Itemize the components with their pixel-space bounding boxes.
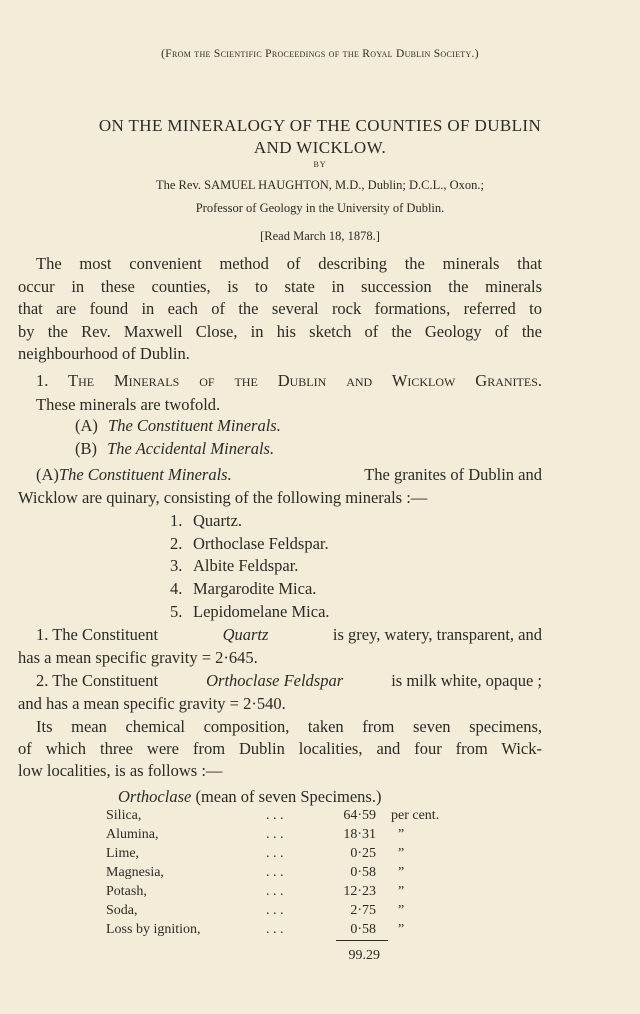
list-a-label: (A) [75, 416, 98, 435]
journal-header: (From the Scientific Proceedings of the Royal Dublin Society.) [161, 48, 479, 60]
intro-line-4: by the Rev. Maxwell Close, in his sketch of the Geology of the [18, 322, 542, 341]
by-label: BY [313, 160, 327, 169]
table-total: 99.29 [348, 948, 380, 963]
paper-title-line-1: ON THE MINERALOGY OF THE COUNTIES OF DUBLIN [98, 116, 542, 135]
sum-rule [336, 940, 388, 941]
constituent-rest: The granites of Dublin and [364, 465, 542, 484]
minerals-list [170, 510, 330, 624]
table-caption-italic: Orthoclase [118, 787, 192, 806]
table-caption [118, 786, 381, 809]
twofold-line: These minerals are twofold. [36, 395, 221, 414]
constituent-label: (A) [36, 465, 59, 484]
intro-line-3: that are found in each of the several rock formations, referred to [18, 299, 542, 318]
table-row: Alumina, . . . 18·31 ” [106, 827, 405, 842]
quartz-post: is grey, watery, transparent, and [332, 625, 542, 644]
table-caption-rest: (mean of seven Specimens.) [195, 787, 382, 806]
section-heading: 1. The Minerals of the Dublin and Wicklow Granites. [36, 371, 542, 390]
read-date: [Read March 18, 1878.] [260, 229, 380, 243]
table-row: Loss by ignition, . . . 0·58 ” [106, 922, 405, 937]
table-row: Potash, . . . 12·23 ” [106, 884, 405, 899]
intro-line-5: neighbourhood of Dublin. [18, 344, 190, 363]
table-row: Soda, . . . 2·75 ” [106, 903, 405, 918]
quartz-line-2: has a mean specific gravity = 2·645. [18, 648, 258, 667]
mineral-item: 2. Orthoclase Feldspar. [170, 533, 329, 553]
table-row: Magnesia, . . . 0·58 ” [106, 865, 405, 880]
intro-line-1: The most convenient method of describing the minerals that [36, 254, 542, 273]
author-position: Professor of Geology in the University of Dublin. [195, 201, 445, 215]
composition-line-3: low localities, is as follows :— [18, 761, 223, 780]
author-line: The Rev. SAMUEL HAUGHTON, M.D., Dublin; D.C.L., Oxon.; [156, 178, 484, 192]
list-a [75, 415, 281, 438]
mineral-item: 5. Lepidomelane Mica. [170, 601, 330, 621]
list-b [75, 438, 274, 461]
orthoclase-line-1 [36, 670, 542, 693]
orthoclase-pre: 2. The Constituent [36, 671, 159, 690]
constituent-italic: The Constituent Minerals. [58, 465, 232, 484]
list-a-text: The Constituent Minerals. [108, 416, 281, 435]
mineral-item: 3. Albite Feldspar. [170, 556, 299, 576]
mineral-item: 4. Margarodite Mica. [170, 579, 317, 599]
constituent-line-1 [36, 464, 542, 487]
orthoclase-line-2: and has a mean specific gravity = 2·540. [18, 694, 286, 713]
composition-line-2: of which three were from Dublin localities, and four from Wick- [18, 739, 542, 758]
orthoclase-post: is milk white, opaque ; [391, 671, 542, 690]
quartz-pre: 1. The Constituent [36, 625, 159, 644]
mineral-item: 1. Quartz. [170, 511, 243, 530]
list-b-label: (B) [75, 439, 97, 458]
composition-line-1: Its mean chemical composition, taken from seven specimens, [36, 717, 542, 736]
list-b-text: The Accidental Minerals. [107, 439, 275, 458]
composition-table [106, 808, 466, 941]
intro-line-2: occur in these counties, is to state in succession the minerals [18, 277, 542, 296]
orthoclase-mineral: Orthoclase Feldspar [206, 671, 344, 690]
quartz-line-1 [36, 624, 542, 647]
quartz-mineral: Quartz [222, 625, 269, 644]
paper-title-line-2: AND WICKLOW. [253, 138, 387, 157]
constituent-line-2: Wicklow are quinary, consisting of the following minerals :— [18, 488, 428, 507]
table-row: Lime, . . . 0·25 ” [106, 846, 405, 861]
table-row: Silica, . . . 64·59 per cent. [106, 808, 440, 823]
